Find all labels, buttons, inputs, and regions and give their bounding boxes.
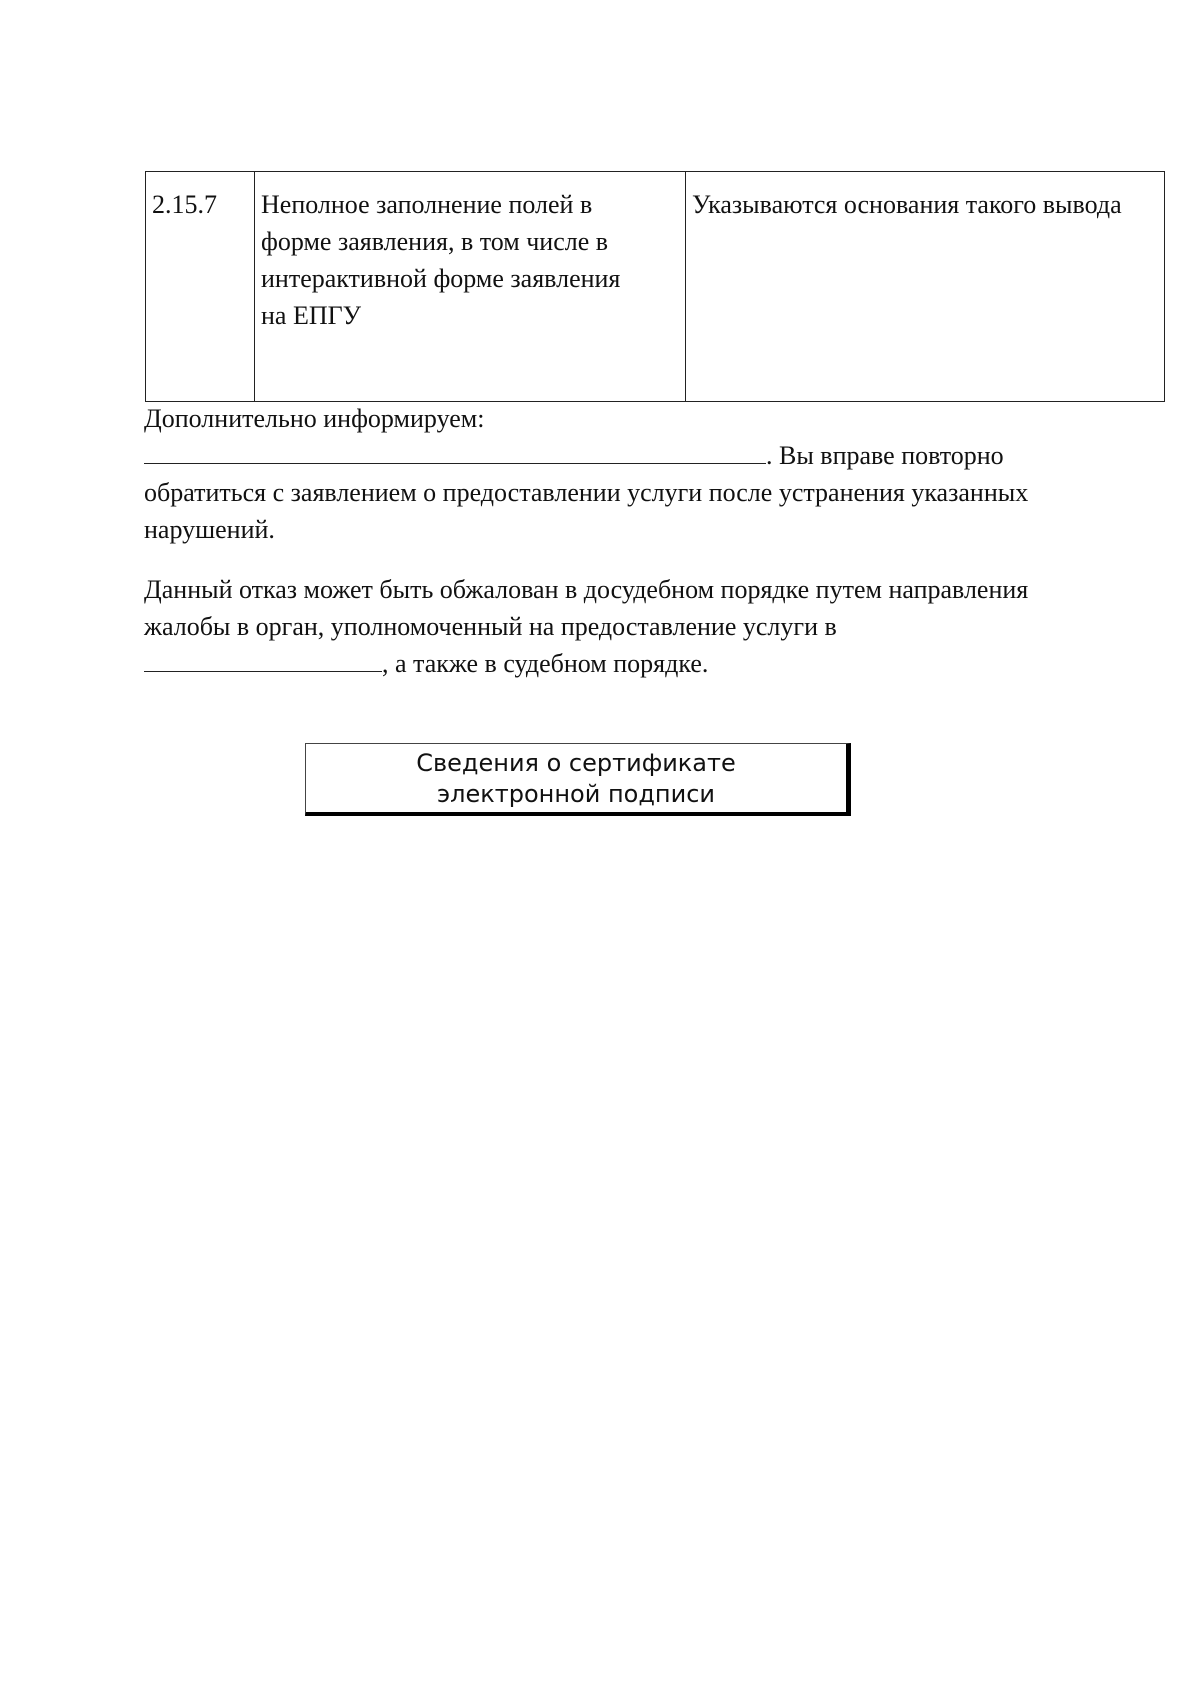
additional-info-continuation: нарушений.	[144, 515, 275, 544]
reason-description-line: форме заявления, в том числе в	[261, 227, 609, 256]
repeat-application-text: . Вы вправе повторно	[766, 441, 1004, 470]
signature-certificate-box	[305, 743, 851, 816]
fill-in-blank	[144, 437, 766, 464]
appeal-line: Данный отказ может быть обжалован в досудебном порядке путем направления	[144, 575, 1029, 604]
additional-info-line	[144, 437, 1144, 474]
additional-info-heading: Дополнительно информируем:	[144, 404, 485, 433]
appeal-line	[144, 645, 1144, 682]
additional-info-paragraph	[144, 400, 1144, 548]
reason-description-line: Неполное заполнение полей в	[261, 190, 593, 219]
signature-box-line: электронной подписи	[436, 780, 715, 808]
reason-explanation-cell	[686, 172, 1165, 402]
fill-in-blank	[144, 645, 382, 672]
appeal-ending: , а также в судебном порядке.	[382, 649, 709, 678]
signature-box-line: Сведения о сертификате	[416, 749, 736, 777]
refusal-reasons-table	[145, 171, 1165, 402]
table-row	[146, 172, 1165, 402]
reason-explanation: Указываются основания такого вывода	[692, 190, 1122, 219]
reason-number-cell	[146, 172, 255, 402]
reason-description-cell	[255, 172, 686, 402]
reason-description-line: интерактивной форме заявления	[261, 264, 621, 293]
reason-description-line: на ЕПГУ	[261, 301, 362, 330]
appeal-paragraph	[144, 571, 1144, 682]
additional-info-continuation: обратиться с заявлением о предоставлении услуги после устранения указанных	[144, 478, 1029, 507]
reason-number: 2.15.7	[152, 190, 217, 219]
appeal-line: жалобы в орган, уполномоченный на предоставление услуги в	[144, 612, 837, 641]
